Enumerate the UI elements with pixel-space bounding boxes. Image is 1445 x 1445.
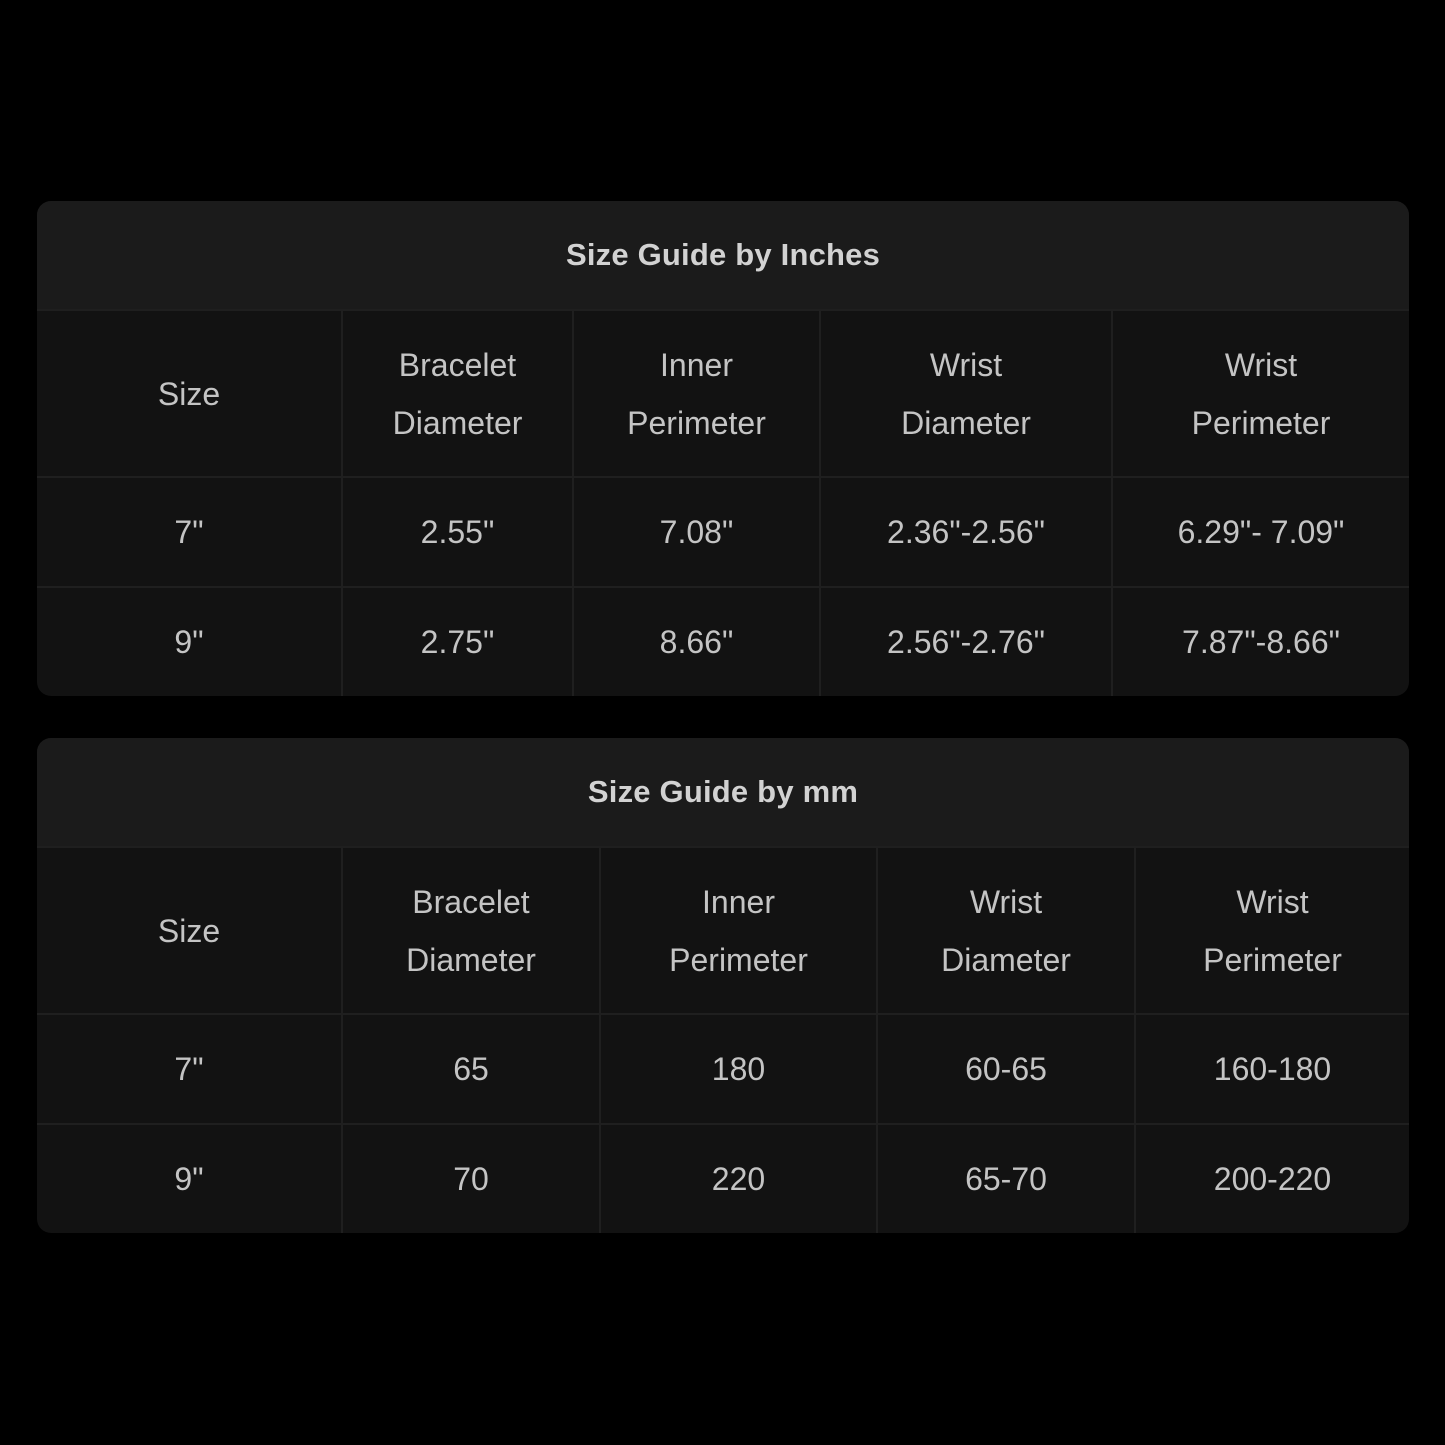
cell-bracelet-diameter: 65: [342, 1014, 600, 1124]
header-wrist-diameter: Wrist Diameter: [877, 847, 1135, 1014]
header-wrist-diameter: Wrist Diameter: [820, 310, 1112, 477]
table-row: [37, 1124, 1409, 1233]
cell-wrist-diameter: 2.36"-2.56": [820, 477, 1112, 587]
size-guide-inches-table: [37, 309, 1409, 696]
cell-wrist-diameter: 65-70: [877, 1124, 1135, 1233]
cell-inner-perimeter: 7.08": [573, 477, 820, 587]
size-guide-inches-card: [37, 201, 1409, 696]
table-row: [37, 587, 1409, 696]
cell-size: 9": [37, 587, 342, 696]
header-bracelet-diameter: Bracelet Diameter: [342, 310, 573, 477]
cell-wrist-perimeter: 7.87"-8.66": [1112, 587, 1409, 696]
cell-wrist-perimeter: 160-180: [1135, 1014, 1409, 1124]
header-row: [37, 847, 1409, 1014]
cell-inner-perimeter: 220: [600, 1124, 877, 1233]
header-inner-perimeter: Inner Perimeter: [573, 310, 820, 477]
header-row: [37, 310, 1409, 477]
cell-wrist-diameter: 2.56"-2.76": [820, 587, 1112, 696]
table-row: [37, 1014, 1409, 1124]
cell-size: 9": [37, 1124, 342, 1233]
cell-inner-perimeter: 180: [600, 1014, 877, 1124]
size-guide-mm-table: [37, 846, 1409, 1233]
cell-wrist-perimeter: 200-220: [1135, 1124, 1409, 1233]
header-size: Size: [37, 310, 342, 477]
header-size: Size: [37, 847, 342, 1014]
cell-size: 7": [37, 477, 342, 587]
cell-bracelet-diameter: 70: [342, 1124, 600, 1233]
cell-wrist-perimeter: 6.29"- 7.09": [1112, 477, 1409, 587]
cell-bracelet-diameter: 2.75": [342, 587, 573, 696]
cell-inner-perimeter: 8.66": [573, 587, 820, 696]
size-guide-inches-title: Size Guide by Inches: [37, 201, 1409, 309]
cell-wrist-diameter: 60-65: [877, 1014, 1135, 1124]
header-wrist-perimeter: Wrist Perimeter: [1112, 310, 1409, 477]
header-inner-perimeter: Inner Perimeter: [600, 847, 877, 1014]
table-row: [37, 477, 1409, 587]
cell-size: 7": [37, 1014, 342, 1124]
header-bracelet-diameter: Bracelet Diameter: [342, 847, 600, 1014]
header-wrist-perimeter: Wrist Perimeter: [1135, 847, 1409, 1014]
size-guide-mm-card: [37, 738, 1409, 1233]
size-guide-mm-title: Size Guide by mm: [37, 738, 1409, 846]
cell-bracelet-diameter: 2.55": [342, 477, 573, 587]
